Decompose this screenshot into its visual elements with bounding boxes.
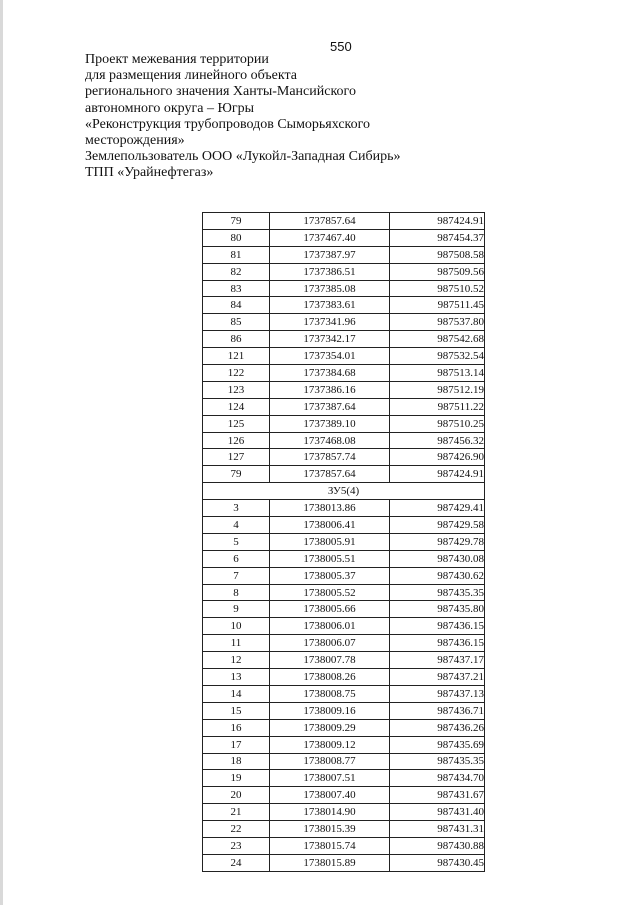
table-row bbox=[203, 584, 485, 601]
y-coordinate-cell: 987513.14 bbox=[390, 365, 485, 382]
table-row bbox=[203, 229, 485, 246]
y-coordinate-cell: 987508.58 bbox=[390, 246, 485, 263]
point-number-cell: 22 bbox=[203, 821, 270, 838]
point-number-cell: 122 bbox=[203, 365, 270, 382]
table-section-row bbox=[203, 483, 485, 500]
table-row bbox=[203, 635, 485, 652]
y-coordinate-cell: 987431.31 bbox=[390, 821, 485, 838]
point-number-cell: 82 bbox=[203, 263, 270, 280]
table-row bbox=[203, 213, 485, 230]
point-number-cell: 23 bbox=[203, 837, 270, 854]
table-row bbox=[203, 280, 485, 297]
x-coordinate-cell: 1738007.78 bbox=[270, 652, 390, 669]
point-number-cell: 83 bbox=[203, 280, 270, 297]
x-coordinate-cell: 1737354.01 bbox=[270, 348, 390, 365]
x-coordinate-cell: 1738006.01 bbox=[270, 618, 390, 635]
table-row bbox=[203, 702, 485, 719]
point-number-cell: 17 bbox=[203, 736, 270, 753]
y-coordinate-cell: 987454.37 bbox=[390, 229, 485, 246]
table-row bbox=[203, 804, 485, 821]
page-number: 550 bbox=[330, 39, 352, 54]
point-number-cell: 11 bbox=[203, 635, 270, 652]
document-header bbox=[85, 52, 505, 182]
x-coordinate-cell: 1737342.17 bbox=[270, 331, 390, 348]
y-coordinate-cell: 987429.78 bbox=[390, 533, 485, 550]
x-coordinate-cell: 1738008.75 bbox=[270, 685, 390, 702]
y-coordinate-cell: 987430.62 bbox=[390, 567, 485, 584]
y-coordinate-cell: 987437.21 bbox=[390, 669, 485, 686]
x-coordinate-cell: 1737341.96 bbox=[270, 314, 390, 331]
table-row bbox=[203, 466, 485, 483]
table-row bbox=[203, 719, 485, 736]
y-coordinate-cell: 987429.58 bbox=[390, 517, 485, 534]
table-row bbox=[203, 787, 485, 804]
point-number-cell: 9 bbox=[203, 601, 270, 618]
point-number-cell: 13 bbox=[203, 669, 270, 686]
header-line: месторождения» bbox=[85, 133, 185, 149]
y-coordinate-cell: 987424.91 bbox=[390, 213, 485, 230]
x-coordinate-cell: 1737386.51 bbox=[270, 263, 390, 280]
point-number-cell: 19 bbox=[203, 770, 270, 787]
point-number-cell: 4 bbox=[203, 517, 270, 534]
point-number-cell: 15 bbox=[203, 702, 270, 719]
x-coordinate-cell: 1737468.08 bbox=[270, 432, 390, 449]
y-coordinate-cell: 987542.68 bbox=[390, 331, 485, 348]
y-coordinate-cell: 987511.22 bbox=[390, 398, 485, 415]
x-coordinate-cell: 1738013.86 bbox=[270, 500, 390, 517]
y-coordinate-cell: 987537.80 bbox=[390, 314, 485, 331]
table-row bbox=[203, 821, 485, 838]
y-coordinate-cell: 987431.40 bbox=[390, 804, 485, 821]
header-line: для размещения линейного объекта bbox=[85, 68, 297, 84]
y-coordinate-cell: 987436.15 bbox=[390, 618, 485, 635]
x-coordinate-cell: 1737467.40 bbox=[270, 229, 390, 246]
x-coordinate-cell: 1737385.08 bbox=[270, 280, 390, 297]
x-coordinate-cell: 1738008.77 bbox=[270, 753, 390, 770]
point-number-cell: 10 bbox=[203, 618, 270, 635]
x-coordinate-cell: 1737384.68 bbox=[270, 365, 390, 382]
point-number-cell: 123 bbox=[203, 381, 270, 398]
page-edge bbox=[0, 0, 3, 905]
table-row bbox=[203, 770, 485, 787]
x-coordinate-cell: 1738005.52 bbox=[270, 584, 390, 601]
point-number-cell: 127 bbox=[203, 449, 270, 466]
x-coordinate-cell: 1738006.07 bbox=[270, 635, 390, 652]
y-coordinate-cell: 987430.88 bbox=[390, 837, 485, 854]
point-number-cell: 79 bbox=[203, 213, 270, 230]
table-row bbox=[203, 567, 485, 584]
table-row bbox=[203, 449, 485, 466]
coordinates-table-body bbox=[203, 213, 485, 872]
point-number-cell: 16 bbox=[203, 719, 270, 736]
point-number-cell: 3 bbox=[203, 500, 270, 517]
point-number-cell: 86 bbox=[203, 331, 270, 348]
y-coordinate-cell: 987437.17 bbox=[390, 652, 485, 669]
point-number-cell: 21 bbox=[203, 804, 270, 821]
x-coordinate-cell: 1738007.51 bbox=[270, 770, 390, 787]
header-line: «Реконструкция трубопроводов Сыморьяхского bbox=[85, 116, 371, 132]
y-coordinate-cell: 987436.71 bbox=[390, 702, 485, 719]
x-coordinate-cell: 1738014.90 bbox=[270, 804, 390, 821]
point-number-cell: 24 bbox=[203, 854, 270, 871]
x-coordinate-cell: 1737857.64 bbox=[270, 213, 390, 230]
table-row bbox=[203, 432, 485, 449]
y-coordinate-cell: 987429.41 bbox=[390, 500, 485, 517]
y-coordinate-cell: 987532.54 bbox=[390, 348, 485, 365]
table-row bbox=[203, 854, 485, 871]
section-label: ЗУ5(4) bbox=[203, 483, 485, 500]
table-row bbox=[203, 331, 485, 348]
header-line: Землепользователь ООО «Лукойл-Западная Сибирь» bbox=[85, 149, 401, 165]
point-number-cell: 121 bbox=[203, 348, 270, 365]
table-row bbox=[203, 314, 485, 331]
x-coordinate-cell: 1738005.37 bbox=[270, 567, 390, 584]
y-coordinate-cell: 987434.70 bbox=[390, 770, 485, 787]
x-coordinate-cell: 1737383.61 bbox=[270, 297, 390, 314]
point-number-cell: 79 bbox=[203, 466, 270, 483]
table-row bbox=[203, 381, 485, 398]
x-coordinate-cell: 1738015.89 bbox=[270, 854, 390, 871]
y-coordinate-cell: 987510.52 bbox=[390, 280, 485, 297]
y-coordinate-cell: 987456.32 bbox=[390, 432, 485, 449]
x-coordinate-cell: 1738015.39 bbox=[270, 821, 390, 838]
table-row bbox=[203, 500, 485, 517]
y-coordinate-cell: 987435.35 bbox=[390, 584, 485, 601]
header-line: регионального значения Ханты-Мансийского bbox=[85, 84, 356, 100]
table-row bbox=[203, 837, 485, 854]
y-coordinate-cell: 987430.45 bbox=[390, 854, 485, 871]
y-coordinate-cell: 987509.56 bbox=[390, 263, 485, 280]
x-coordinate-cell: 1738008.26 bbox=[270, 669, 390, 686]
x-coordinate-cell: 1737857.64 bbox=[270, 466, 390, 483]
x-coordinate-cell: 1738015.74 bbox=[270, 837, 390, 854]
point-number-cell: 20 bbox=[203, 787, 270, 804]
y-coordinate-cell: 987510.25 bbox=[390, 415, 485, 432]
y-coordinate-cell: 987426.90 bbox=[390, 449, 485, 466]
table-row bbox=[203, 669, 485, 686]
point-number-cell: 126 bbox=[203, 432, 270, 449]
point-number-cell: 14 bbox=[203, 685, 270, 702]
table-row bbox=[203, 685, 485, 702]
y-coordinate-cell: 987435.35 bbox=[390, 753, 485, 770]
table-row bbox=[203, 415, 485, 432]
y-coordinate-cell: 987436.26 bbox=[390, 719, 485, 736]
y-coordinate-cell: 987511.45 bbox=[390, 297, 485, 314]
point-number-cell: 124 bbox=[203, 398, 270, 415]
x-coordinate-cell: 1737857.74 bbox=[270, 449, 390, 466]
y-coordinate-cell: 987435.80 bbox=[390, 601, 485, 618]
y-coordinate-cell: 987431.67 bbox=[390, 787, 485, 804]
table-row bbox=[203, 263, 485, 280]
table-row bbox=[203, 736, 485, 753]
table-row bbox=[203, 652, 485, 669]
point-number-cell: 18 bbox=[203, 753, 270, 770]
table-row bbox=[203, 550, 485, 567]
x-coordinate-cell: 1737387.97 bbox=[270, 246, 390, 263]
header-line: автономного округа – Югры bbox=[85, 100, 254, 116]
point-number-cell: 85 bbox=[203, 314, 270, 331]
table-row bbox=[203, 297, 485, 314]
y-coordinate-cell: 987430.08 bbox=[390, 550, 485, 567]
point-number-cell: 80 bbox=[203, 229, 270, 246]
x-coordinate-cell: 1738007.40 bbox=[270, 787, 390, 804]
point-number-cell: 12 bbox=[203, 652, 270, 669]
table-row bbox=[203, 618, 485, 635]
x-coordinate-cell: 1737386.16 bbox=[270, 381, 390, 398]
x-coordinate-cell: 1737389.10 bbox=[270, 415, 390, 432]
header-line: Проект межевания территории bbox=[85, 52, 269, 67]
table-row bbox=[203, 517, 485, 534]
point-number-cell: 125 bbox=[203, 415, 270, 432]
y-coordinate-cell: 987436.15 bbox=[390, 635, 485, 652]
point-number-cell: 8 bbox=[203, 584, 270, 601]
point-number-cell: 84 bbox=[203, 297, 270, 314]
x-coordinate-cell: 1738009.29 bbox=[270, 719, 390, 736]
x-coordinate-cell: 1738005.66 bbox=[270, 601, 390, 618]
y-coordinate-cell: 987435.69 bbox=[390, 736, 485, 753]
x-coordinate-cell: 1738009.16 bbox=[270, 702, 390, 719]
table-row bbox=[203, 365, 485, 382]
x-coordinate-cell: 1738005.51 bbox=[270, 550, 390, 567]
table-row bbox=[203, 348, 485, 365]
point-number-cell: 81 bbox=[203, 246, 270, 263]
coordinates-table bbox=[202, 212, 485, 872]
y-coordinate-cell: 987512.19 bbox=[390, 381, 485, 398]
table-row bbox=[203, 398, 485, 415]
x-coordinate-cell: 1737387.64 bbox=[270, 398, 390, 415]
point-number-cell: 5 bbox=[203, 533, 270, 550]
y-coordinate-cell: 987437.13 bbox=[390, 685, 485, 702]
table-row bbox=[203, 246, 485, 263]
header-line: ТПП «Урайнефтегаз» bbox=[85, 165, 214, 181]
point-number-cell: 6 bbox=[203, 550, 270, 567]
table-row bbox=[203, 753, 485, 770]
table-row bbox=[203, 533, 485, 550]
x-coordinate-cell: 1738006.41 bbox=[270, 517, 390, 534]
x-coordinate-cell: 1738005.91 bbox=[270, 533, 390, 550]
table-row bbox=[203, 601, 485, 618]
x-coordinate-cell: 1738009.12 bbox=[270, 736, 390, 753]
point-number-cell: 7 bbox=[203, 567, 270, 584]
y-coordinate-cell: 987424.91 bbox=[390, 466, 485, 483]
